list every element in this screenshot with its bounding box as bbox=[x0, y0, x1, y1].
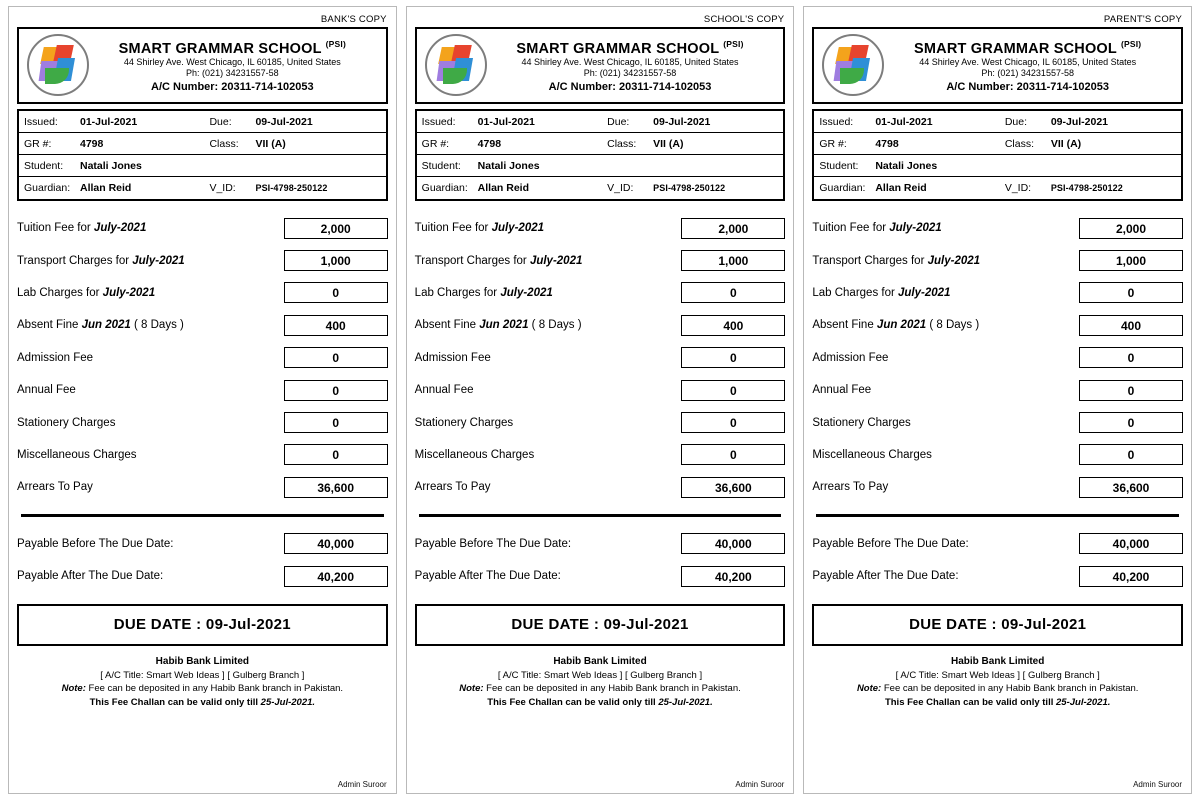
fee-label: Annual Fee bbox=[414, 384, 474, 397]
fee-amount: 36,600 bbox=[284, 477, 388, 498]
fee-row bbox=[415, 439, 786, 471]
fee-amount: 0 bbox=[284, 412, 388, 433]
fee-label: Miscellaneous Charges bbox=[812, 448, 932, 461]
gr-label: GR #: bbox=[819, 137, 847, 150]
fee-label: Transport Charges for July-2021 bbox=[812, 254, 981, 267]
admin-label: Admin Suroor bbox=[1133, 780, 1183, 789]
class-value: VII (A) bbox=[255, 137, 286, 150]
guardian-label: Guardian: bbox=[819, 182, 866, 194]
info-box bbox=[17, 109, 388, 201]
fee-row bbox=[17, 471, 388, 503]
vid-value: PSI-4798-250122 bbox=[653, 183, 726, 193]
class-value: VII (A) bbox=[1050, 137, 1082, 150]
gr-value: 4798 bbox=[875, 137, 899, 150]
fee-amount: 0 bbox=[681, 282, 785, 303]
fee-row bbox=[415, 309, 786, 341]
school-ac-number: A/C Number: 20311-714-102053 bbox=[548, 81, 712, 94]
fee-label: Absent Fine Jun 2021 ( 8 Days ) bbox=[812, 319, 980, 332]
fee-label: Tuition Fee for July-2021 bbox=[812, 222, 942, 235]
fee-label: Lab Charges for July-2021 bbox=[17, 286, 156, 299]
fee-row bbox=[17, 374, 388, 406]
fee-amount: 1,000 bbox=[1079, 250, 1183, 271]
vid-value: PSI-4798-250122 bbox=[255, 183, 328, 193]
fee-amount: 2,000 bbox=[681, 218, 785, 239]
total-label: Payable Before The Due Date: bbox=[17, 537, 174, 550]
section-divider bbox=[816, 514, 1179, 517]
school-address: 44 Shirley Ave. West Chicago, IL 60185, United States bbox=[123, 57, 341, 68]
fee-row bbox=[415, 342, 786, 374]
bank-name: Habib Bank Limited bbox=[951, 656, 1045, 668]
header-box bbox=[17, 27, 388, 104]
vid-label: V_ID: bbox=[607, 182, 634, 194]
total-amount: 40,000 bbox=[681, 533, 785, 554]
fee-lines bbox=[415, 212, 786, 504]
fee-label: Miscellaneous Charges bbox=[17, 448, 137, 461]
info-box bbox=[812, 109, 1183, 201]
fee-label: Admission Fee bbox=[414, 351, 491, 364]
issued-label: Issued: bbox=[421, 115, 456, 128]
fee-amount: 0 bbox=[681, 347, 785, 368]
fee-row bbox=[17, 309, 388, 341]
fee-row bbox=[812, 277, 1183, 309]
due-label: Due: bbox=[607, 115, 630, 128]
class-label: Class: bbox=[607, 137, 637, 150]
fee-label: Annual Fee bbox=[17, 384, 76, 397]
issued-value: 01-Jul-2021 bbox=[477, 115, 535, 128]
total-lines bbox=[17, 528, 388, 593]
school-phone: Ph: (021) 34231557-58 bbox=[186, 68, 279, 79]
gr-value: 4798 bbox=[477, 137, 502, 150]
fee-lines bbox=[812, 212, 1183, 504]
fee-row bbox=[17, 277, 388, 309]
school-name-text: SMART GRAMMAR SCHOOL bbox=[914, 40, 1117, 57]
fee-amount: 0 bbox=[284, 444, 388, 465]
fee-row bbox=[812, 471, 1183, 503]
fee-row bbox=[415, 277, 786, 309]
header-box bbox=[415, 27, 786, 104]
school-name bbox=[487, 36, 774, 58]
header-text bbox=[89, 36, 380, 95]
fee-label: Stationery Charges bbox=[812, 416, 911, 429]
school-name-sup: (PSI) bbox=[325, 38, 346, 49]
vid-label: V_ID: bbox=[209, 182, 236, 194]
total-row bbox=[415, 560, 786, 592]
school-address: 44 Shirley Ave. West Chicago, IL 60185, United States bbox=[919, 57, 1137, 68]
vid-label: V_ID: bbox=[1004, 182, 1032, 194]
fee-amount: 36,600 bbox=[1079, 477, 1183, 498]
student-value: Natali Jones bbox=[80, 159, 142, 172]
total-label: Payable After The Due Date: bbox=[812, 570, 959, 583]
issued-value: 01-Jul-2021 bbox=[80, 115, 138, 128]
fee-row bbox=[812, 439, 1183, 471]
fee-amount: 36,600 bbox=[681, 477, 785, 498]
total-row bbox=[17, 528, 388, 560]
total-label: Payable Before The Due Date: bbox=[812, 537, 969, 550]
bank-name: Habib Bank Limited bbox=[155, 656, 250, 668]
school-ac-number: A/C Number: 20311-714-102053 bbox=[151, 81, 314, 94]
bank-account-line: [ A/C Title: Smart Web Ideas ] [ Gulberg Branch ] bbox=[497, 669, 703, 681]
fee-amount: 2,000 bbox=[284, 218, 388, 239]
total-row bbox=[812, 528, 1183, 560]
total-amount: 40,200 bbox=[284, 566, 388, 587]
admin-label: Admin Suroor bbox=[337, 780, 387, 789]
fee-row bbox=[17, 406, 388, 438]
fee-label: Admission Fee bbox=[17, 351, 94, 364]
total-lines bbox=[812, 528, 1183, 593]
fee-amount: 400 bbox=[284, 315, 388, 336]
guardian-label: Guardian: bbox=[24, 182, 71, 194]
fee-label: Absent Fine Jun 2021 ( 8 Days ) bbox=[414, 319, 582, 332]
copy-label: SCHOOL'S COPY bbox=[703, 14, 785, 25]
school-address: 44 Shirley Ave. West Chicago, IL 60185, United States bbox=[521, 57, 739, 68]
class-label: Class: bbox=[1004, 137, 1034, 150]
admin-label: Admin Suroor bbox=[735, 780, 785, 789]
fee-label: Tuition Fee for July-2021 bbox=[414, 222, 545, 235]
info-row-guardian bbox=[417, 177, 784, 199]
class-label: Class: bbox=[209, 137, 239, 150]
guardian-value: Allan Reid bbox=[80, 182, 132, 194]
section-divider bbox=[21, 514, 384, 517]
fee-amount: 0 bbox=[284, 347, 388, 368]
total-amount: 40,200 bbox=[681, 566, 785, 587]
info-row-gr-class bbox=[19, 133, 386, 155]
fee-amount: 0 bbox=[284, 380, 388, 401]
info-row-student bbox=[19, 155, 386, 177]
total-row bbox=[812, 560, 1183, 592]
due-date-banner: DUE DATE : 09-Jul-2021 bbox=[415, 604, 786, 646]
bank-name: Habib Bank Limited bbox=[553, 656, 647, 668]
info-row-gr-class bbox=[814, 133, 1181, 155]
fee-label: Stationery Charges bbox=[414, 416, 514, 429]
fee-label: Admission Fee bbox=[812, 351, 889, 364]
fee-row bbox=[415, 212, 786, 244]
student-value: Natali Jones bbox=[875, 159, 938, 172]
guardian-value: Allan Reid bbox=[875, 182, 927, 194]
school-name-sup: (PSI) bbox=[1120, 38, 1142, 49]
student-label: Student: bbox=[819, 159, 859, 172]
fee-amount: 0 bbox=[1079, 282, 1183, 303]
fee-amount: 1,000 bbox=[681, 250, 785, 271]
section-divider bbox=[419, 514, 782, 517]
fee-row bbox=[17, 212, 388, 244]
info-row-guardian bbox=[814, 177, 1181, 199]
total-label: Payable After The Due Date: bbox=[17, 570, 164, 583]
fee-label: Lab Charges for July-2021 bbox=[414, 286, 553, 299]
footer-note: Note: Fee can be deposited in any Habib Bank branch in Pakistan. bbox=[61, 683, 344, 695]
footer bbox=[17, 655, 388, 709]
fee-lines bbox=[17, 212, 388, 504]
header-box bbox=[812, 27, 1183, 104]
fee-row bbox=[17, 439, 388, 471]
challan-copy-parent bbox=[803, 6, 1192, 794]
fee-label: Lab Charges for July-2021 bbox=[812, 286, 951, 299]
due-value: 09-Jul-2021 bbox=[1050, 115, 1109, 128]
fee-row bbox=[812, 342, 1183, 374]
fee-row bbox=[812, 374, 1183, 406]
school-phone: Ph: (021) 34231557-58 bbox=[981, 68, 1074, 79]
school-logo-icon bbox=[822, 34, 884, 96]
info-row-guardian bbox=[19, 177, 386, 199]
school-name-text: SMART GRAMMAR SCHOOL bbox=[118, 40, 322, 57]
fee-row bbox=[415, 406, 786, 438]
info-box bbox=[415, 109, 786, 201]
bank-account-line: [ A/C Title: Smart Web Ideas ] [ Gulberg Branch ] bbox=[100, 669, 305, 681]
fee-row bbox=[812, 309, 1183, 341]
fee-label: Transport Charges for July-2021 bbox=[17, 254, 185, 267]
copy-label: PARENT'S COPY bbox=[1103, 14, 1183, 25]
footer-note: Note: Fee can be deposited in any Habib Bank branch in Pakistan. bbox=[856, 683, 1139, 695]
class-value: VII (A) bbox=[653, 137, 684, 150]
school-name bbox=[884, 36, 1171, 58]
fee-amount: 0 bbox=[681, 444, 785, 465]
fee-amount: 400 bbox=[1079, 315, 1183, 336]
info-row-student bbox=[814, 155, 1181, 177]
footer-validity: This Fee Challan can be valid only till 25-Jul-2021. bbox=[487, 696, 713, 708]
fee-amount: 0 bbox=[1079, 412, 1183, 433]
fee-label: Absent Fine Jun 2021 ( 8 Days ) bbox=[17, 319, 184, 332]
student-label: Student: bbox=[421, 159, 461, 172]
fee-label: Tuition Fee for July-2021 bbox=[17, 222, 147, 235]
due-value: 09-Jul-2021 bbox=[255, 115, 313, 128]
fee-row bbox=[415, 471, 786, 503]
fee-row bbox=[17, 244, 388, 276]
issued-value: 01-Jul-2021 bbox=[875, 115, 933, 128]
total-lines bbox=[415, 528, 786, 593]
fee-label: Miscellaneous Charges bbox=[414, 448, 535, 461]
info-row-issued-due bbox=[417, 111, 784, 133]
total-row bbox=[17, 560, 388, 592]
info-row-issued-due bbox=[814, 111, 1181, 133]
student-label: Student: bbox=[24, 159, 64, 172]
header-text bbox=[487, 36, 778, 95]
info-row-student bbox=[417, 155, 784, 177]
school-logo-icon bbox=[27, 34, 89, 96]
challan-copy-school bbox=[406, 6, 795, 794]
fee-row bbox=[17, 342, 388, 374]
fee-amount: 0 bbox=[681, 412, 785, 433]
fee-label: Arrears To Pay bbox=[17, 481, 93, 494]
fee-label: Annual Fee bbox=[812, 384, 872, 397]
header-text bbox=[884, 36, 1175, 95]
guardian-value: Allan Reid bbox=[477, 182, 530, 194]
fee-amount: 0 bbox=[284, 282, 388, 303]
total-label: Payable After The Due Date: bbox=[414, 570, 561, 583]
footer-validity: This Fee Challan can be valid only till 25-Jul-2021. bbox=[884, 696, 1111, 708]
total-label: Payable Before The Due Date: bbox=[414, 537, 572, 550]
total-amount: 40,000 bbox=[284, 533, 388, 554]
footer-validity: This Fee Challan can be valid only till 25-Jul-2021. bbox=[89, 696, 316, 708]
fee-label: Arrears To Pay bbox=[812, 481, 889, 494]
fee-row bbox=[415, 244, 786, 276]
fee-row bbox=[812, 212, 1183, 244]
fee-row bbox=[812, 244, 1183, 276]
fee-row bbox=[415, 374, 786, 406]
school-name bbox=[89, 36, 376, 58]
fee-amount: 400 bbox=[681, 315, 785, 336]
issued-label: Issued: bbox=[24, 115, 58, 128]
fee-label: Transport Charges for July-2021 bbox=[414, 254, 583, 267]
fee-label: Stationery Charges bbox=[17, 416, 116, 429]
school-ac-number: A/C Number: 20311-714-102053 bbox=[946, 81, 1109, 94]
vid-value: PSI-4798-250122 bbox=[1050, 183, 1123, 193]
school-name-sup: (PSI) bbox=[723, 38, 744, 49]
info-row-issued-due bbox=[19, 111, 386, 133]
school-logo-icon bbox=[425, 34, 487, 96]
due-date-banner: DUE DATE : 09-Jul-2021 bbox=[17, 604, 388, 646]
issued-label: Issued: bbox=[819, 115, 854, 128]
info-row-gr-class bbox=[417, 133, 784, 155]
fee-amount: 2,000 bbox=[1079, 218, 1183, 239]
gr-label: GR #: bbox=[24, 137, 52, 150]
due-value: 09-Jul-2021 bbox=[653, 115, 711, 128]
due-date-banner: DUE DATE : 09-Jul-2021 bbox=[812, 604, 1183, 646]
due-label: Due: bbox=[209, 115, 232, 128]
footer bbox=[812, 655, 1183, 709]
footer-note: Note: Fee can be deposited in any Habib Bank branch in Pakistan. bbox=[459, 683, 741, 695]
gr-value: 4798 bbox=[80, 137, 104, 150]
footer bbox=[415, 655, 786, 709]
fee-row bbox=[812, 406, 1183, 438]
copy-label: BANK'S COPY bbox=[320, 14, 387, 25]
total-row bbox=[415, 528, 786, 560]
student-value: Natali Jones bbox=[477, 159, 540, 172]
total-amount: 40,000 bbox=[1079, 533, 1183, 554]
guardian-label: Guardian: bbox=[421, 182, 468, 194]
total-amount: 40,200 bbox=[1079, 566, 1183, 587]
fee-amount: 0 bbox=[1079, 347, 1183, 368]
due-label: Due: bbox=[1004, 115, 1027, 128]
fee-amount: 0 bbox=[1079, 444, 1183, 465]
school-phone: Ph: (021) 34231557-58 bbox=[583, 68, 677, 79]
fee-amount: 0 bbox=[681, 380, 785, 401]
fee-amount: 1,000 bbox=[284, 250, 388, 271]
challan-copy-bank bbox=[8, 6, 397, 794]
gr-label: GR #: bbox=[421, 137, 450, 150]
school-name-text: SMART GRAMMAR SCHOOL bbox=[516, 40, 720, 57]
fee-label: Arrears To Pay bbox=[414, 481, 491, 494]
fee-amount: 0 bbox=[1079, 380, 1183, 401]
bank-account-line: [ A/C Title: Smart Web Ideas ] [ Gulberg Branch ] bbox=[895, 669, 1100, 681]
